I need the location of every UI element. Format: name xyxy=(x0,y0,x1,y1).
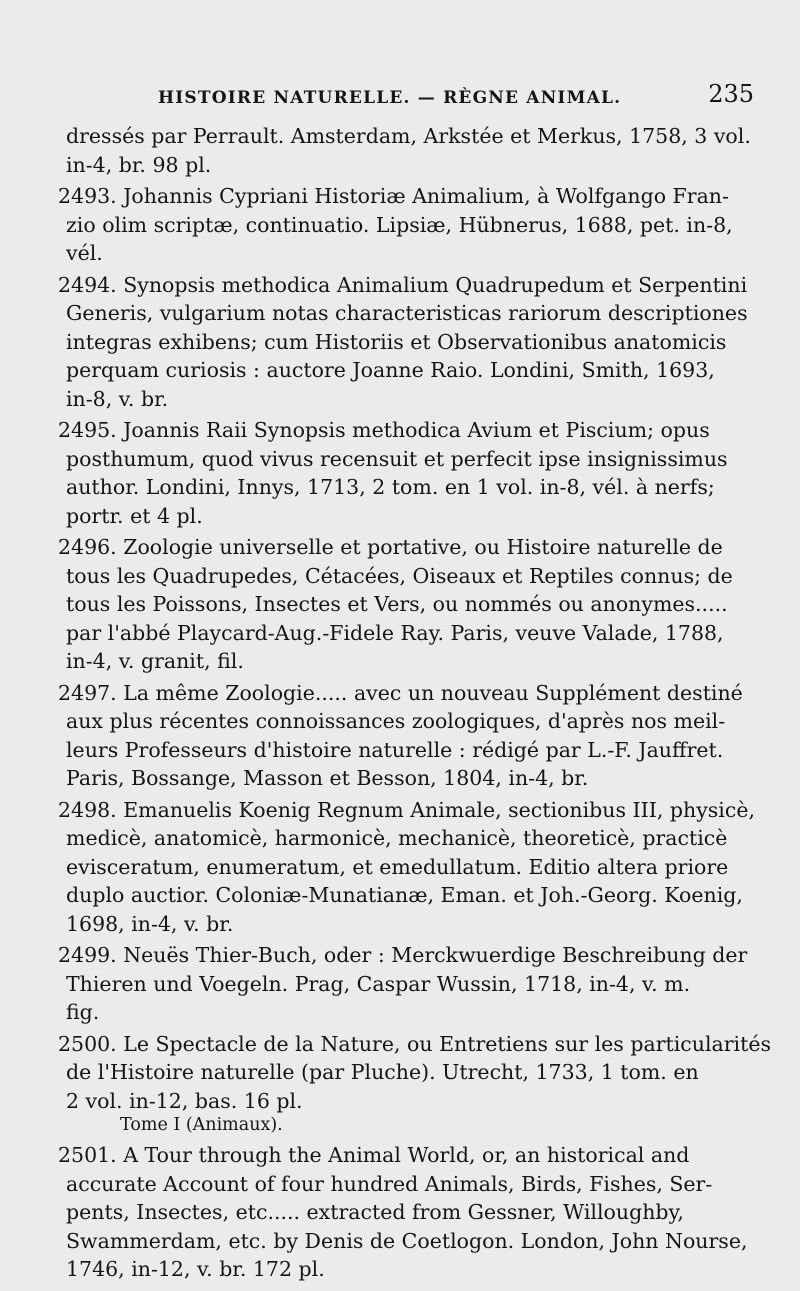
catalogue-entry xyxy=(58,1030,771,1138)
page-header xyxy=(158,80,758,120)
catalogue-entry xyxy=(58,182,768,268)
entry-line: fig. xyxy=(66,1000,100,1024)
entry-line: dressés par Perrault. Amsterdam, Arkstée et Merkus, 1758, 3 vol. xyxy=(66,124,751,148)
entry-line: par l'abbé Playcard-Aug.-Fidele Ray. Paris, veuve Valade, 1788, xyxy=(66,620,724,645)
running-title: HISTOIRE NATURELLE. — RÈGNE ANIMAL. xyxy=(158,88,622,108)
catalogue-entry xyxy=(58,679,768,793)
entry-line: Thieren und Voegeln. Prag, Caspar Wussin, 1718, in-4, v. m. xyxy=(66,971,691,996)
entry-line: in-4, v. granit, fil. xyxy=(66,649,244,673)
entry-line: 2499. Neuës Thier-Buch, oder : Merckwuerdige Beschreibung der xyxy=(58,943,748,967)
entry-line: zio olim scriptæ, continuatio. Lipsiæ, Hübnerus, 1688, pet. in-8, xyxy=(66,212,733,237)
entry-line: 2497. La même Zoologie..... avec un nouveau Supplément destiné xyxy=(58,680,743,705)
entry-line: leurs Professeurs d'histoire naturelle : rédigé par L.-F. Jauffret. xyxy=(66,737,724,762)
entry-line: 1698, in-4, v. br. xyxy=(66,911,234,936)
entry-line: in-8, v. br. xyxy=(66,386,169,411)
catalogue-entry xyxy=(58,416,768,530)
entry-line: vél. xyxy=(66,241,103,265)
entry-line: Paris, Bossange, Masson et Besson, 1804, in-4, br. xyxy=(66,766,589,790)
entry-line: evisceratum, enumeratum, et emedullatum. Editio altera priore xyxy=(66,854,729,879)
entry-line: tous les Quadrupedes, Cétacées, Oiseaux et Reptiles connus; de xyxy=(66,563,733,588)
catalogue-entry xyxy=(58,271,768,414)
entry-line: 2494. Synopsis methodica Animalium Quadrupedum et Serpentini xyxy=(58,272,748,297)
entry-line: de l'Histoire naturelle (par Pluche). Utrecht, 1733, 1 tom. en xyxy=(66,1060,699,1084)
entry-line: 2501. A Tour through the Animal World, or, an historical and xyxy=(58,1143,690,1167)
entry-line: accurate Account of four hundred Animals, Birds, Fishes, Ser- xyxy=(66,1171,713,1196)
entry-line: 2493. Johannis Cypriani Historiæ Animalium, à Wolfgango Fran- xyxy=(58,184,729,208)
entry-line: perquam curiosis : auctore Joanne Raio. Londini, Smith, 1693, xyxy=(66,358,715,382)
catalogue-entry xyxy=(58,796,768,939)
page-number: 235 xyxy=(708,80,754,108)
entry-line: 2498. Emanuelis Koenig Regnum Animale, sectionibus III, physicè, xyxy=(58,797,755,822)
entry-note: Tome I (Animaux). xyxy=(120,1115,283,1135)
entry-line: integras exhibens; cum Historiis et Observationibus anatomicis xyxy=(66,329,727,354)
entry-line: 2495. Joannis Raii Synopsis methodica Avium et Piscium; opus xyxy=(58,418,710,442)
entry-line: 2 vol. in-12, bas. 16 pl. xyxy=(66,1088,303,1113)
entry-line: posthumum, quod vivus recensuit et perfecit ipse insignissimus xyxy=(66,446,728,471)
catalogue-entry xyxy=(58,941,768,1027)
entry-line: author. Londini, Innys, 1713, 2 tom. en 1 vol. in-8, vél. à nerfs; xyxy=(66,475,715,499)
catalogue-entry xyxy=(58,533,768,676)
catalogue-entries xyxy=(58,122,771,1287)
entry-line: pents, Insectes, etc..... extracted from Gessner, Willoughby, xyxy=(66,1200,684,1224)
entry-line: portr. et 4 pl. xyxy=(66,503,203,528)
entry-line: 2496. Zoologie universelle et portative, ou Histoire naturelle de xyxy=(58,535,723,559)
entry-line: tous les Poissons, Insectes et Vers, ou nommés ou anonymes..... xyxy=(66,592,728,616)
catalogue-entry xyxy=(58,122,768,179)
entry-line: aux plus récentes connoissances zoologiques, d'après nos meil- xyxy=(66,709,726,733)
entry-line: 1746, in-12, v. br. 172 pl. xyxy=(66,1257,325,1281)
catalogue-entry xyxy=(58,1141,768,1284)
entry-line: duplo auctior. Coloniæ-Munatianæ, Eman. et Joh.-Georg. Koenig, xyxy=(66,883,743,907)
entry-line: 2500. Le Spectacle de la Nature, ou Entretiens sur les particularités xyxy=(58,1031,771,1056)
entry-line: medicè, anatomicè, harmonicè, mechanicè, theoreticè, practicè xyxy=(66,826,728,850)
entry-line: Generis, vulgarium notas characteristicas rariorum descriptiones xyxy=(66,301,748,325)
entry-line: Swammerdam, etc. by Denis de Coetlogon. London, John Nourse, xyxy=(66,1228,748,1253)
entry-line: in-4, br. 98 pl. xyxy=(66,152,212,177)
